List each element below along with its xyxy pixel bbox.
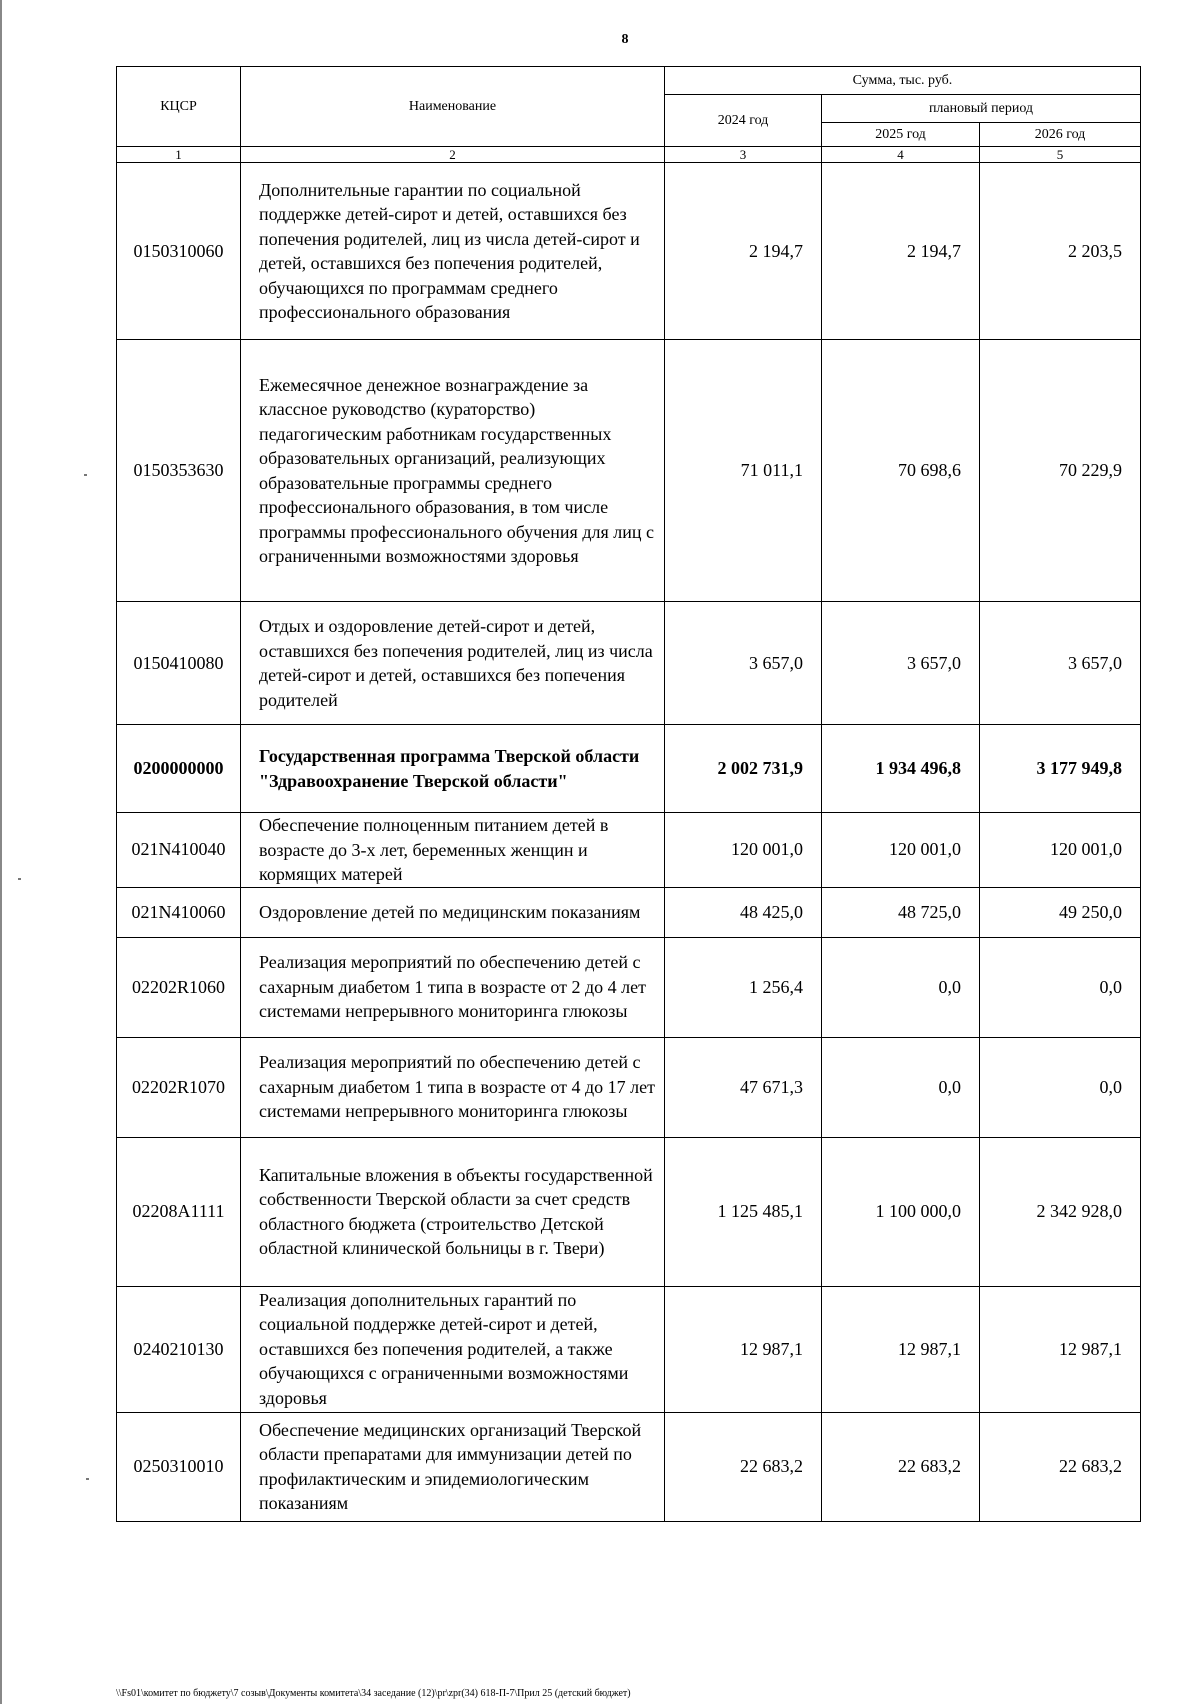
row-code: 0150353630 [117,340,241,602]
row-name: Ежемесячное денежное вознаграждение за классное руководство (кураторство) педагогическим работникам государственных образовательных организаций, реализующих образовательные программы среднего профессионального образования, в том числе программы профессионального обучения для лиц с ограниченными возможностями здоровья [241,340,665,602]
row-name: Капитальные вложения в объекты государственной собственности Тверской области за счет средств областного бюджета (строительство Детской областной клинической больницы в г. Твери) [241,1137,665,1286]
row-value-2024: 2 194,7 [665,163,822,340]
row-code: 02202R1070 [117,1037,241,1137]
row-value-2024: 3 657,0 [665,602,822,725]
row-value-2024: 22 683,2 [665,1412,822,1521]
row-value-2026: 12 987,1 [980,1286,1141,1412]
column-number: 3 [665,147,822,163]
table-row [117,813,1141,888]
row-code: 0150310060 [117,163,241,340]
row-name: Оздоровление детей по медицинским показаниям [241,887,665,937]
column-number: 1 [117,147,241,163]
header-row [117,67,1141,95]
page-number: 8 [621,32,629,47]
row-value-2024: 1 125 485,1 [665,1137,822,1286]
row-value-2025: 12 987,1 [822,1286,980,1412]
row-value-2025: 70 698,6 [822,340,980,602]
row-value-2026: 3 657,0 [980,602,1141,725]
table-row [117,163,1141,340]
row-name: Реализация дополнительных гарантий по социальной поддержке детей-сирот и детей, оставшихся без попечения родителей, а также обучающихся с ограниченными возможностями здоровья [241,1286,665,1412]
row-value-2024: 71 011,1 [665,340,822,602]
column-number: 4 [822,147,980,163]
row-name: Реализация мероприятий по обеспечению детей с сахарным диабетом 1 типа в возрасте от 4 до 17 лет системами непрерывного мониторинга глюкозы [241,1037,665,1137]
row-code: 02202R1060 [117,937,241,1037]
table-row [117,1286,1141,1412]
row-value-2026: 0,0 [980,937,1141,1037]
row-value-2024: 47 671,3 [665,1037,822,1137]
table-row [117,1412,1141,1521]
row-name: Дополнительные гарантии по социальной поддержке детей-сирот и детей, оставшихся без попечения родителей, лиц из числа детей-сирот и детей, оставшихся без попечения родителей, обучающихся по программам среднего профессионального образования [241,163,665,340]
budget-table [116,66,1141,1522]
row-value-2026: 2 203,5 [980,163,1141,340]
row-value-2024: 12 987,1 [665,1286,822,1412]
scan-speck [18,878,21,880]
row-value-2026: 3 177 949,8 [980,725,1141,813]
row-value-2026: 49 250,0 [980,887,1141,937]
row-value-2024: 48 425,0 [665,887,822,937]
row-value-2026: 120 001,0 [980,813,1141,888]
column-number: 5 [980,147,1141,163]
scan-speck [86,1478,89,1480]
row-name: Реализация мероприятий по обеспечению детей с сахарным диабетом 1 типа в возрасте от 2 до 4 лет системами непрерывного мониторинга глюкозы [241,937,665,1037]
row-code: 0250310010 [117,1412,241,1521]
header-kcsr: КЦСР [117,67,241,147]
row-value-2026: 22 683,2 [980,1412,1141,1521]
row-value-2026: 0,0 [980,1037,1141,1137]
table-row [117,1137,1141,1286]
row-value-2025: 1 100 000,0 [822,1137,980,1286]
header-sum: Сумма, тыс. руб. [665,67,1141,95]
footer-file-path: \\Fs01\комитет по бюджету\7 созыв\Документы комитета\34 заседание (12)\pr\zpr(34) 618-П-7\Прил 25 (детский бюджет) [116,1688,631,1699]
header-year-2025: 2025 год [822,123,980,147]
row-value-2024: 120 001,0 [665,813,822,888]
row-name: Отдых и оздоровление детей-сирот и детей, оставшихся без попечения родителей, лиц из числа детей-сирот и детей, оставшихся без попечения родителей [241,602,665,725]
row-value-2025: 22 683,2 [822,1412,980,1521]
row-code: 0150410080 [117,602,241,725]
row-code: 0240210130 [117,1286,241,1412]
row-name: Обеспечение полноценным питанием детей в возрасте до 3-х лет, беременных женщин и кормящих матерей [241,813,665,888]
header-name: Наименование [241,67,665,147]
scan-speck [84,474,87,476]
table-row [117,887,1141,937]
table-row [117,1037,1141,1137]
row-code: 021N410040 [117,813,241,888]
row-value-2024: 1 256,4 [665,937,822,1037]
row-value-2025: 3 657,0 [822,602,980,725]
table-row [117,937,1141,1037]
column-number: 2 [241,147,665,163]
row-name: Государственная программа Тверской области "Здравоохранение Тверской области" [241,725,665,813]
row-value-2025: 48 725,0 [822,887,980,937]
row-value-2025: 1 934 496,8 [822,725,980,813]
header-year-2024: 2024 год [665,95,822,147]
header-year-2026: 2026 год [980,123,1141,147]
row-code: 02208A1111 [117,1137,241,1286]
table-row [117,602,1141,725]
row-value-2024: 2 002 731,9 [665,725,822,813]
header-planned-period: плановый период [822,95,1141,123]
scan-edge-line [0,0,2,1704]
row-value-2025: 2 194,7 [822,163,980,340]
row-value-2025: 120 001,0 [822,813,980,888]
row-code: 0200000000 [117,725,241,813]
table-row [117,340,1141,602]
row-name: Обеспечение медицинских организаций Тверской области препаратами для иммунизации детей по профилактическим и эпидемиологическим показаниям [241,1412,665,1521]
row-value-2025: 0,0 [822,1037,980,1137]
column-number-row [117,147,1141,163]
row-code: 021N410060 [117,887,241,937]
row-value-2026: 70 229,9 [980,340,1141,602]
table-row [117,725,1141,813]
row-value-2025: 0,0 [822,937,980,1037]
row-value-2026: 2 342 928,0 [980,1137,1141,1286]
